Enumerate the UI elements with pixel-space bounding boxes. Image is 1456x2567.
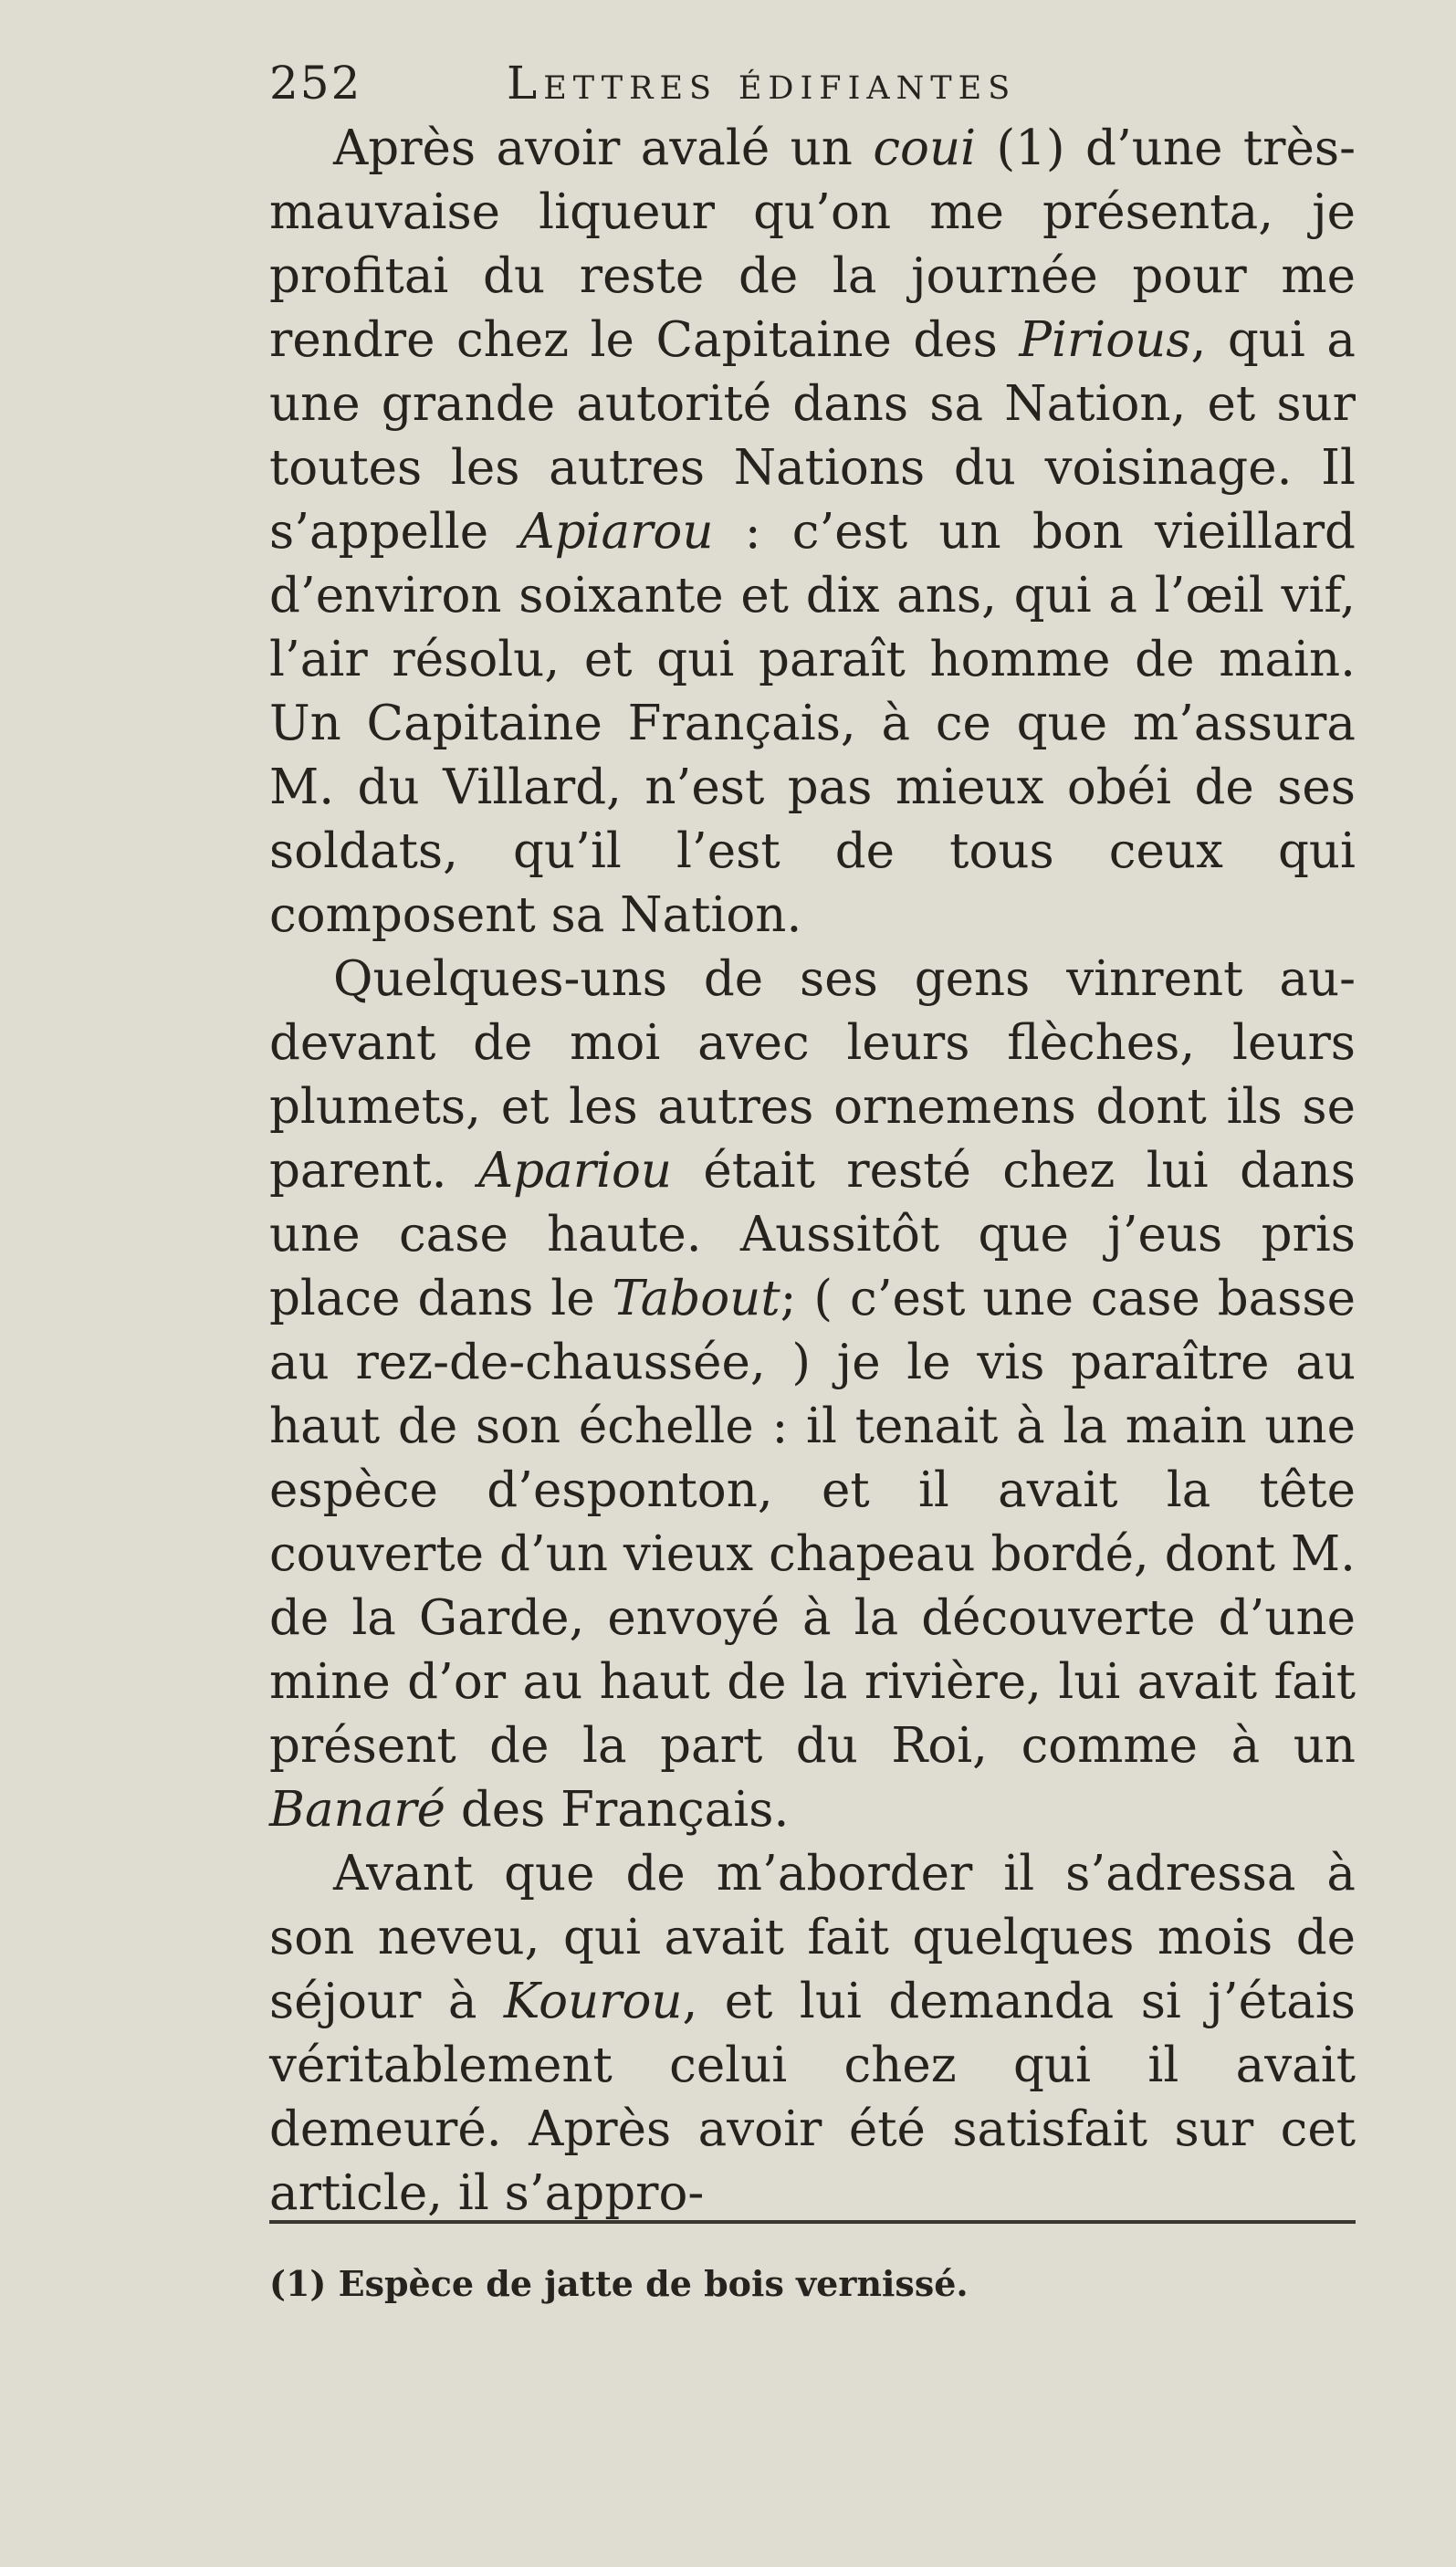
italic-term: Pirious: [1019, 312, 1191, 368]
paragraph: [269, 1842, 1356, 2226]
text-run: Après avoir avalé un: [333, 120, 874, 176]
text-run: , qui a une grande autorité dans sa Nation, et sur toutes les autres Nations du voisinage. Il s’appelle: [269, 312, 1356, 560]
page-number: 252: [269, 57, 362, 110]
text-run: Quelques-uns de ses gens vinrent au-devant de moi avec leurs flèches, leurs plumets, et les autres ornemens dont ils se parent.: [269, 951, 1356, 1199]
text-run: (1) d’une très-mauvaise liqueur qu’on me présenta, je profitai du reste de la journée pour me rendre chez le Capitaine des: [269, 120, 1356, 368]
italic-term: Apiarou: [519, 504, 714, 560]
footnote-divider: [269, 2220, 1356, 2224]
running-title: Lettres édifiantes: [507, 57, 1017, 110]
italic-term: Tabout: [612, 1271, 780, 1326]
italic-term: Apariou: [477, 1143, 673, 1199]
text-run: était resté chez lui dans une case haute. Aussitôt que j’eus pris place dans le: [269, 1143, 1356, 1326]
text-run: , et lui demanda si j’étais véritablement celui chez qui il avait demeuré. Après avoir été satisfait sur cet article, il s’appro-: [269, 1974, 1356, 2221]
text-run: Avant que de m’aborder il s’adressa à son neveu, qui avait fait quelques mois de séjour à: [269, 1846, 1356, 2029]
italic-term: Banaré: [269, 1782, 445, 1838]
text-run: ; ( c’est une case basse au rez-de-chaussée, ) je le vis paraître au haut de son échelle : il tenait à la main une espèce d’esponton, et il avait la tête couverte d’un vieux chapeau bordé, dont M. de la Garde, envoyé à la découverte d’une mine d’or au haut de la rivière, lui avait fait présent de la part du Roi, comme à un: [269, 1271, 1356, 1774]
text-run: : c’est un bon vieillard d’environ soixante et dix ans, qui a l’œil vif, l’air résolu, et qui paraît homme de main. Un Capitaine Français, à ce que m’assura M. du Villard, n’est pas mieux obéi de ses soldats, qu’il l’est de tous ceux qui composent sa Nation.: [269, 504, 1356, 943]
text-run: des Français.: [445, 1782, 790, 1838]
paragraph: [269, 948, 1356, 1842]
paragraph: [269, 117, 1356, 948]
footnote: (1) Espèce de jatte de bois vernissé.: [269, 2263, 969, 2304]
page-header: [269, 57, 1273, 120]
body-text: [269, 117, 1356, 2226]
italic-term: Kourou: [503, 1974, 683, 2029]
italic-term: coui: [873, 120, 977, 176]
